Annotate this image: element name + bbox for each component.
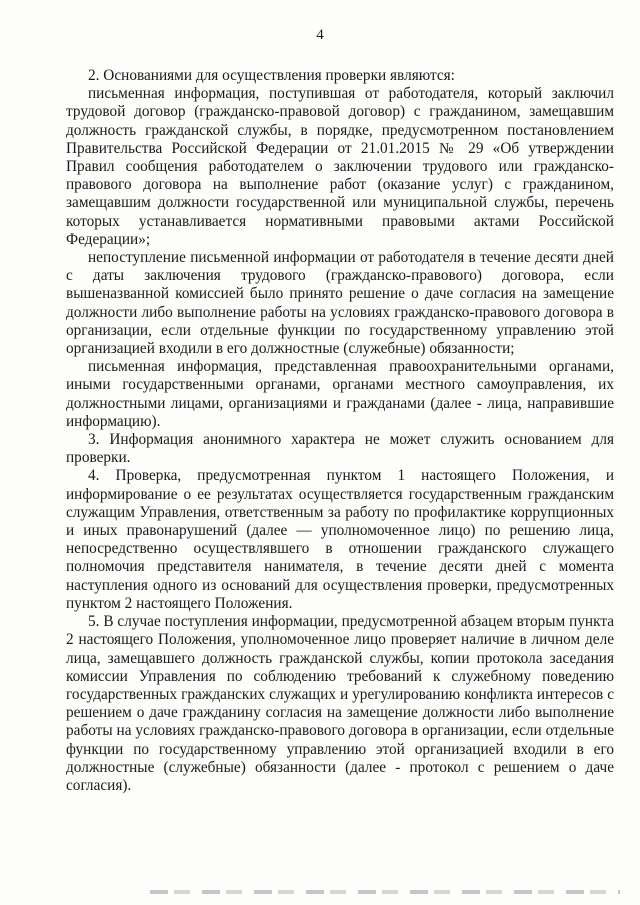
paragraph-inspection-procedure: 4. Проверка, предусмотренная пунктом 1 настоящего Положения, и информирование о ее результатах осуществляется государственным гражданским служащим Управления, ответственным за работу по профилактике коррупционных и иных правонарушений (далее — уполномоченное лицо) по решению лица, непосредственно осуществлявшего в отношении гражданского служащего полномочия представителя нанимателя, в течение десяти дней с момента наступления одного из оснований для осуществления проверки, предусмотренных пунктом 2 настоящего Положения. bbox=[66, 467, 614, 612]
document-body bbox=[66, 67, 614, 795]
page-number: 4 bbox=[316, 27, 324, 43]
paragraph-grounds-intro: 2. Основаниями для осуществления проверки являются: bbox=[88, 67, 455, 84]
paragraph-employer-info: письменная информация, поступившая от работодателя, который заключил трудовой договор (гражданско-правовой договор) с гражданином, замещавшим должность гражданской службы, в порядке, предусмотренном постановлением Правительства Российской Федерации от 21.01.2015 № 29 «Об утверждении Правил сообщения работодателем о заключении трудового или гражданско-правового договора на выполнение работ (оказание услуг) с гражданином, замещавшим должности государственной или муниципальной службы, перечень которых устанавливается нормативными правовыми актами Российской Федерации»; bbox=[66, 85, 614, 248]
paragraph-no-info: непоступление письменной информации от работодателя в течение десяти дней с даты заключения трудового (гражданско-правового) договора, если вышеназванной комиссией было принято решение о даче согласия на замещение должности либо выполнение работы на условиях гражданско-правового договора в организации, если отдельные функции по государственному управлению этой организацией входили в его должностные (служебные) обязанности; bbox=[66, 249, 614, 358]
paragraph-anonymous-info: 3. Информация анонимного характера не может служить основанием для проверки. bbox=[66, 431, 614, 467]
paragraph-protocol-check: 5. В случае поступления информации, предусмотренной абзацем вторым пункта 2 настоящего Положения, уполномоченное лицо проверяет наличие в личном деле лица, замещавшего должность гражданской службы, копии протокола заседания комиссии Управления по соблюдению требований к служебному поведению государственных гражданских служащих и урегулированию конфликта интересов с решением о даче гражданину согласия на замещение должности либо выполнение работы на условиях гражданско-правового договора в организации, если отдельные функции по государственному управлению этой организацией входили в его должностные (служебные) обязанности (далее - протокол с решением о даче согласия). bbox=[66, 613, 614, 794]
scan-artifact-line bbox=[150, 890, 620, 894]
paragraph-law-enforcement-info: письменная информация, представленная правоохранительными органами, иными государственными органами, органами местного самоуправления, их должностными лицами, организациями и гражданами (далее - лица, направившие информацию). bbox=[66, 358, 614, 430]
